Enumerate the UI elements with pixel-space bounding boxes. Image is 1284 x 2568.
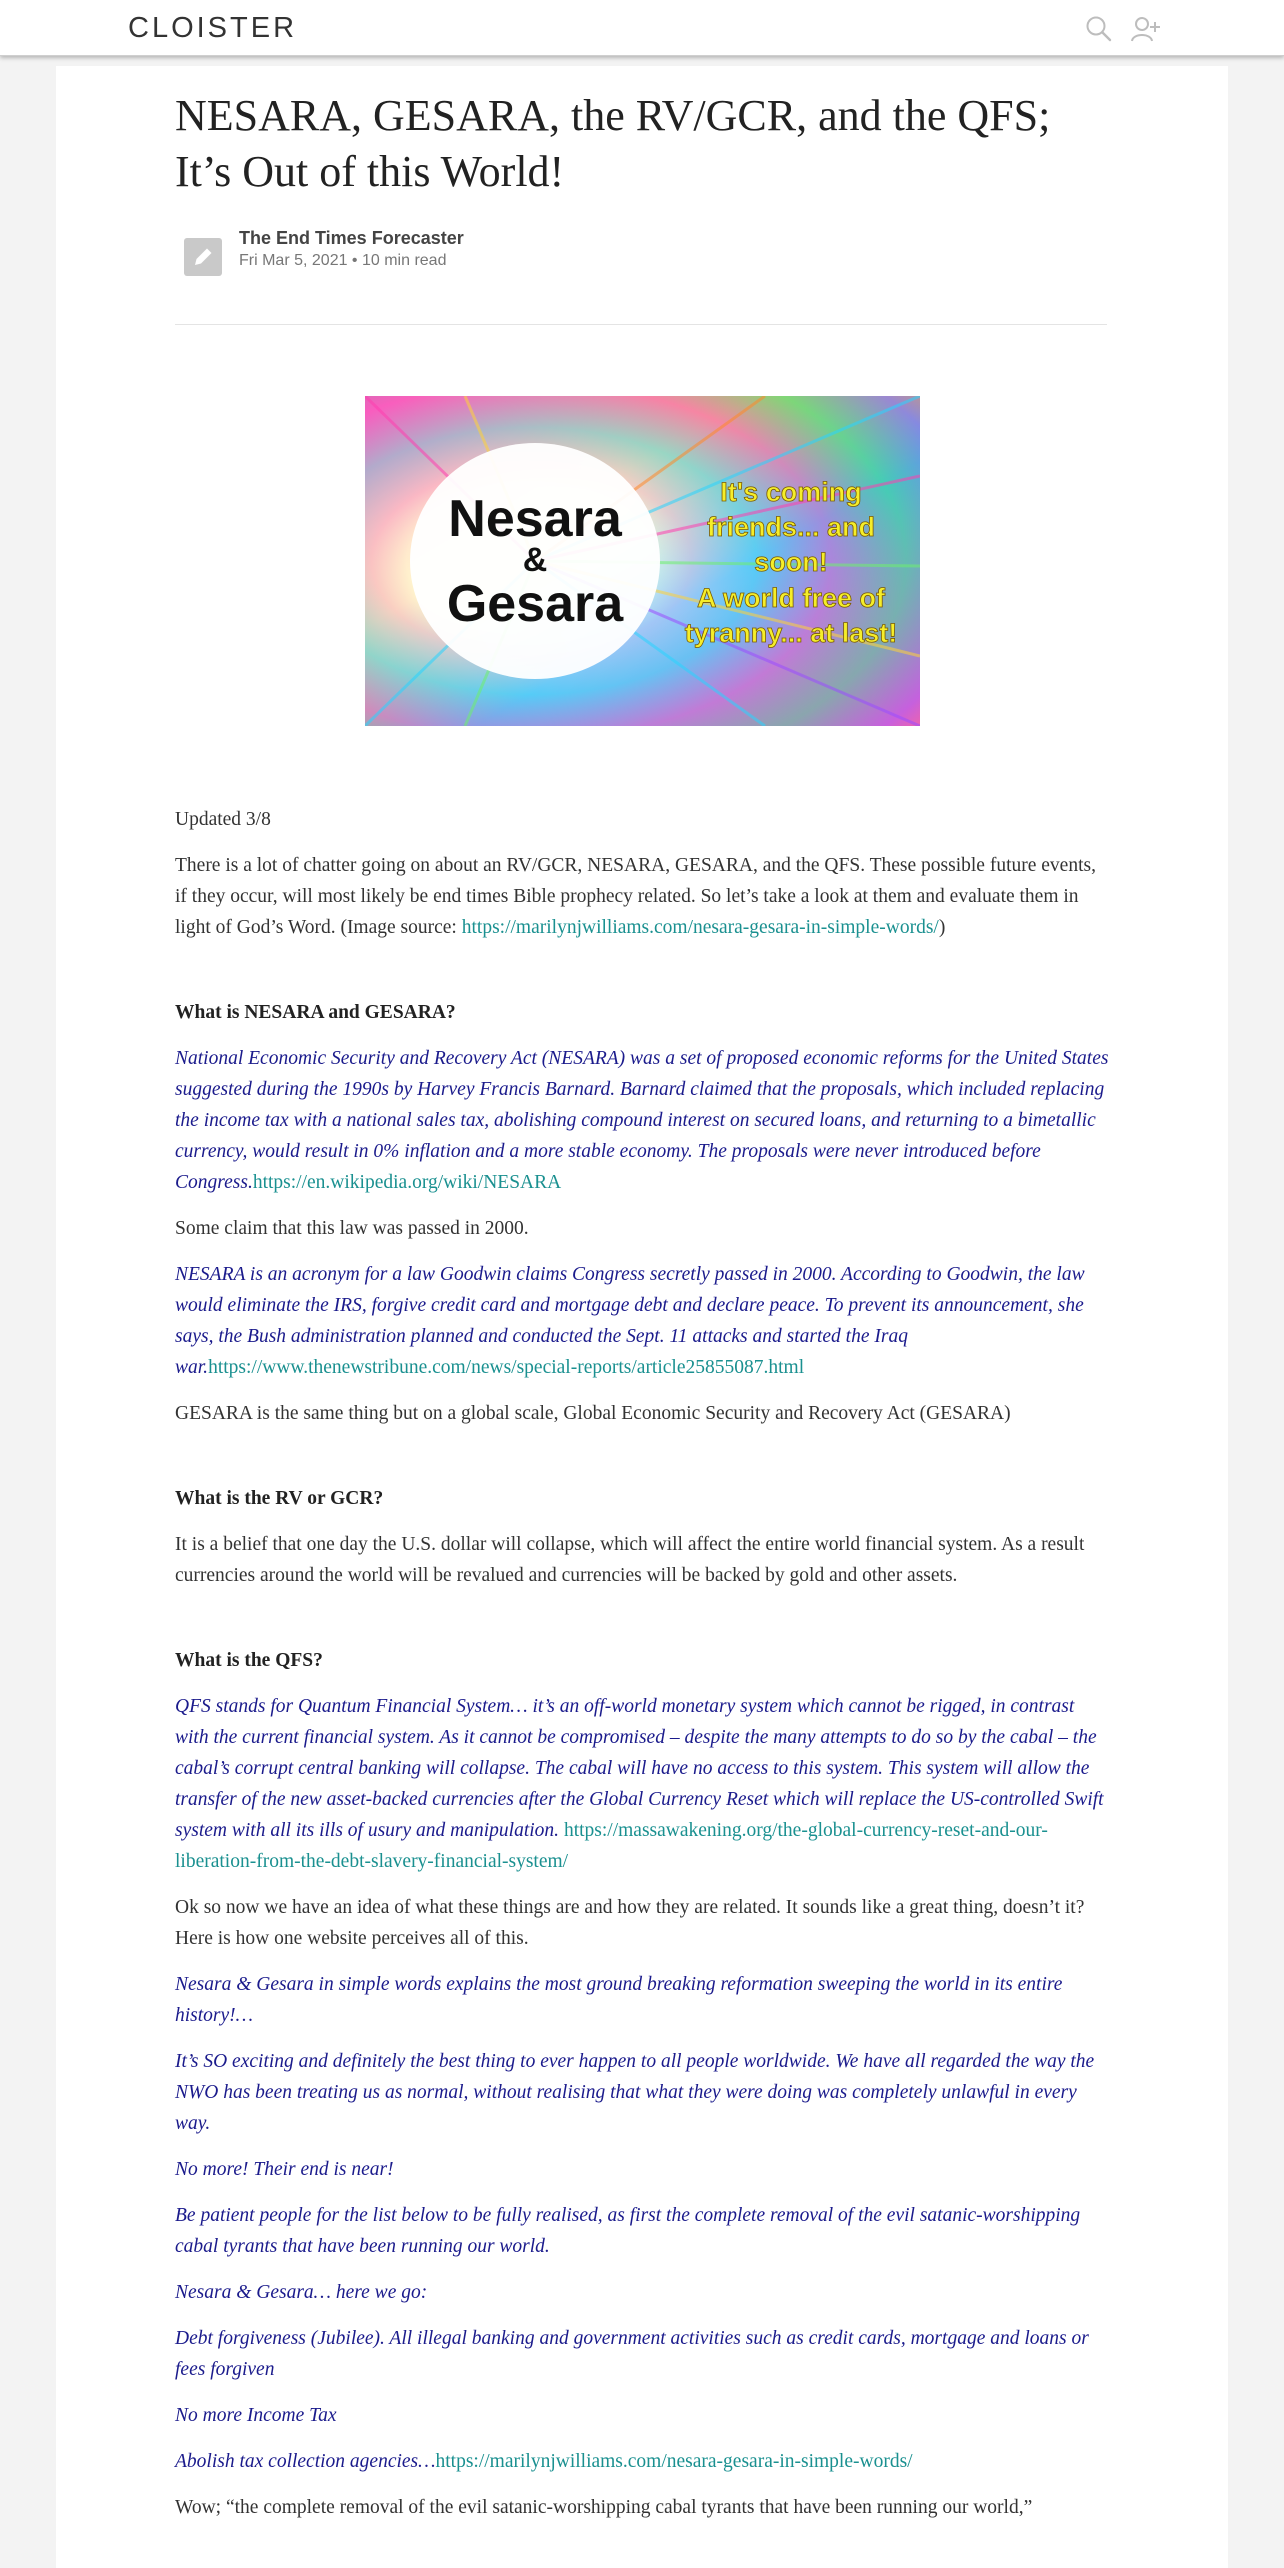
- hero-image: [365, 396, 920, 726]
- post-meta: Fri Mar 5, 2021 • 10 min read: [239, 252, 447, 269]
- article-body: [175, 804, 1110, 2523]
- quote-abolish: [175, 2446, 1110, 2477]
- quote-line: Nesara & Gesara in simple words explains the most ground breaking reformation sweeping the world in its entire history!…: [175, 1974, 1063, 2026]
- newstribune-link[interactable]: https://www.thenewstribune.com/news/special-reports/article25855087.html: [208, 1357, 805, 1378]
- quote-line: It’s SO exciting and definitely the best thing to ever happen to all people worldwide. We have all regarded the way the NWO has been treating us as normal, without realising that what they were doing was completely unlawful in every way.: [175, 2051, 1095, 2134]
- hero-tagline-line: It's coming: [720, 477, 862, 507]
- hero-tagline-line: tyranny... at last!: [684, 618, 898, 648]
- quote-line: No more Income Tax: [175, 2405, 337, 2426]
- pencil-icon: [184, 238, 222, 276]
- paragraph-gesara: GESARA is the same thing but on a global scale, Global Economic Security and Recovery Act (GESARA): [175, 1403, 1011, 1424]
- heading-nesara: What is NESARA and GESARA?: [175, 1002, 456, 1023]
- paragraph-wow: Wow; “the complete removal of the evil satanic-worshipping cabal tyrants that have been running our world,”: [175, 2497, 1033, 2518]
- intro-paragraph: [175, 850, 1110, 943]
- quote-newstribune: [175, 1259, 1110, 1383]
- heading-rv-gcr: What is the RV or GCR?: [175, 1488, 384, 1509]
- post-title: NESARA, GESARA, the RV/GCR, and the QFS; It’s Out of this World!: [175, 91, 1051, 196]
- quote-line: Be patient people for the list below to be fully realised, as first the complete removal of the evil satanic-worshipping cabal tyrants that have been running our world.: [175, 2205, 1081, 2257]
- hero-graphic: [365, 396, 920, 726]
- hero-tagline-line: soon!: [754, 547, 828, 577]
- massawakening-link[interactable]: https://massawakening.org/the-global-currency-reset-and-our-liberation-from-the-debt-slavery-financial-system/: [175, 1820, 1048, 1872]
- paragraph-claim: Some claim that this law was passed in 2000.: [175, 1218, 529, 1239]
- quote-line: No more! Their end is near!: [175, 2159, 394, 2180]
- hero-text-amp: &: [522, 541, 548, 579]
- top-navigation-bar: [0, 0, 1284, 56]
- quote-text: QFS stands for Quantum Financial System… it’s an off-world monetary system which cannot be rigged, in contrast with the current financial system. As it cannot be compromised – despite the many attempts to do so by the cabal – the cabal’s corrupt central banking will collapse. The cabal will have no access to this system. This system will allow the transfer of the new asset-backed currencies after the Global Currency Reset which will replace the US-controlled Swift system with all its ills of usury and manipulation.: [175, 1696, 1104, 1841]
- heading-qfs: What is the QFS?: [175, 1650, 323, 1671]
- quote-text: NESARA is an acronym for a law Goodwin claims Congress secretly passed in 2000. According to Goodwin, the law would eliminate the IRS, forgive credit card and mortgage debt and declare peace. To prevent its announcement, she says, the Bush administration planned and conducted the Sept. 11 attacks and started the Iraq war.: [175, 1264, 1085, 1378]
- hero-tagline-line: friends... and: [706, 512, 876, 542]
- quote-text: Abolish tax collection agencies…: [175, 2451, 436, 2472]
- author-name[interactable]: The End Times Forecaster: [239, 228, 464, 248]
- updated-note: Updated 3/8: [175, 809, 271, 830]
- intro-close: ): [938, 917, 946, 938]
- quote-wikipedia: [175, 1043, 1110, 1198]
- paragraph-ok: Ok so now we have an idea of what these things are and how they are related. It sounds like a great thing, doesn’t it? Here is how one website perceives all of this.: [175, 1897, 1085, 1949]
- author-avatar[interactable]: [184, 238, 222, 276]
- site-logo[interactable]: CLOISTER: [128, 12, 298, 44]
- image-source-link[interactable]: https://marilynjwilliams.com/nesara-gesara-in-simple-words/: [461, 917, 939, 938]
- quote-line: Debt forgiveness (Jubilee). All illegal banking and government activities such as credit cards, mortgage and loans or fees forgiven: [175, 2328, 1089, 2380]
- quote-text: National Economic Security and Recovery Act (NESARA) was a set of proposed economic reforms for the United States suggested during the 1990s by Harvey Francis Barnard. Barnard claimed that the proposals, which included replacing the income tax with a national sales tax, abolishing compound interest on secured loans, and returning to a bimetallic currency, would result in 0% inflation and a more stable economy. The proposals were never introduced before Congress.: [175, 1048, 1109, 1193]
- intro-text: There is a lot of chatter going on about an RV/GCR, NESARA, GESARA, and the QFS. These possible future events, if they occur, will most likely be end times Bible prophecy related. So let’s take a look at them and evaluate them in light of God’s Word. (Image source:: [175, 855, 1096, 938]
- paragraph-rv: It is a belief that one day the U.S. dollar will collapse, which will affect the entire world financial system. As a result currencies around the world will be revalued and currencies will be backed by gold and other assets.: [175, 1534, 1085, 1586]
- quote-qfs: [175, 1691, 1110, 1877]
- marilynjwilliams-link[interactable]: https://marilynjwilliams.com/nesara-gesara-in-simple-words/: [435, 2451, 913, 2472]
- add-user-icon[interactable]: [1130, 14, 1160, 44]
- quote-line: Nesara & Gesara… here we go:: [175, 2282, 428, 2303]
- hero-tagline-line: A world free of: [696, 583, 886, 613]
- hero-text-nesara: Nesara: [448, 490, 622, 548]
- search-icon[interactable]: [1084, 14, 1114, 44]
- divider: [175, 324, 1107, 325]
- wikipedia-link[interactable]: https://en.wikipedia.org/wiki/NESARA: [252, 1172, 562, 1193]
- hero-text-gesara: Gesara: [446, 575, 624, 633]
